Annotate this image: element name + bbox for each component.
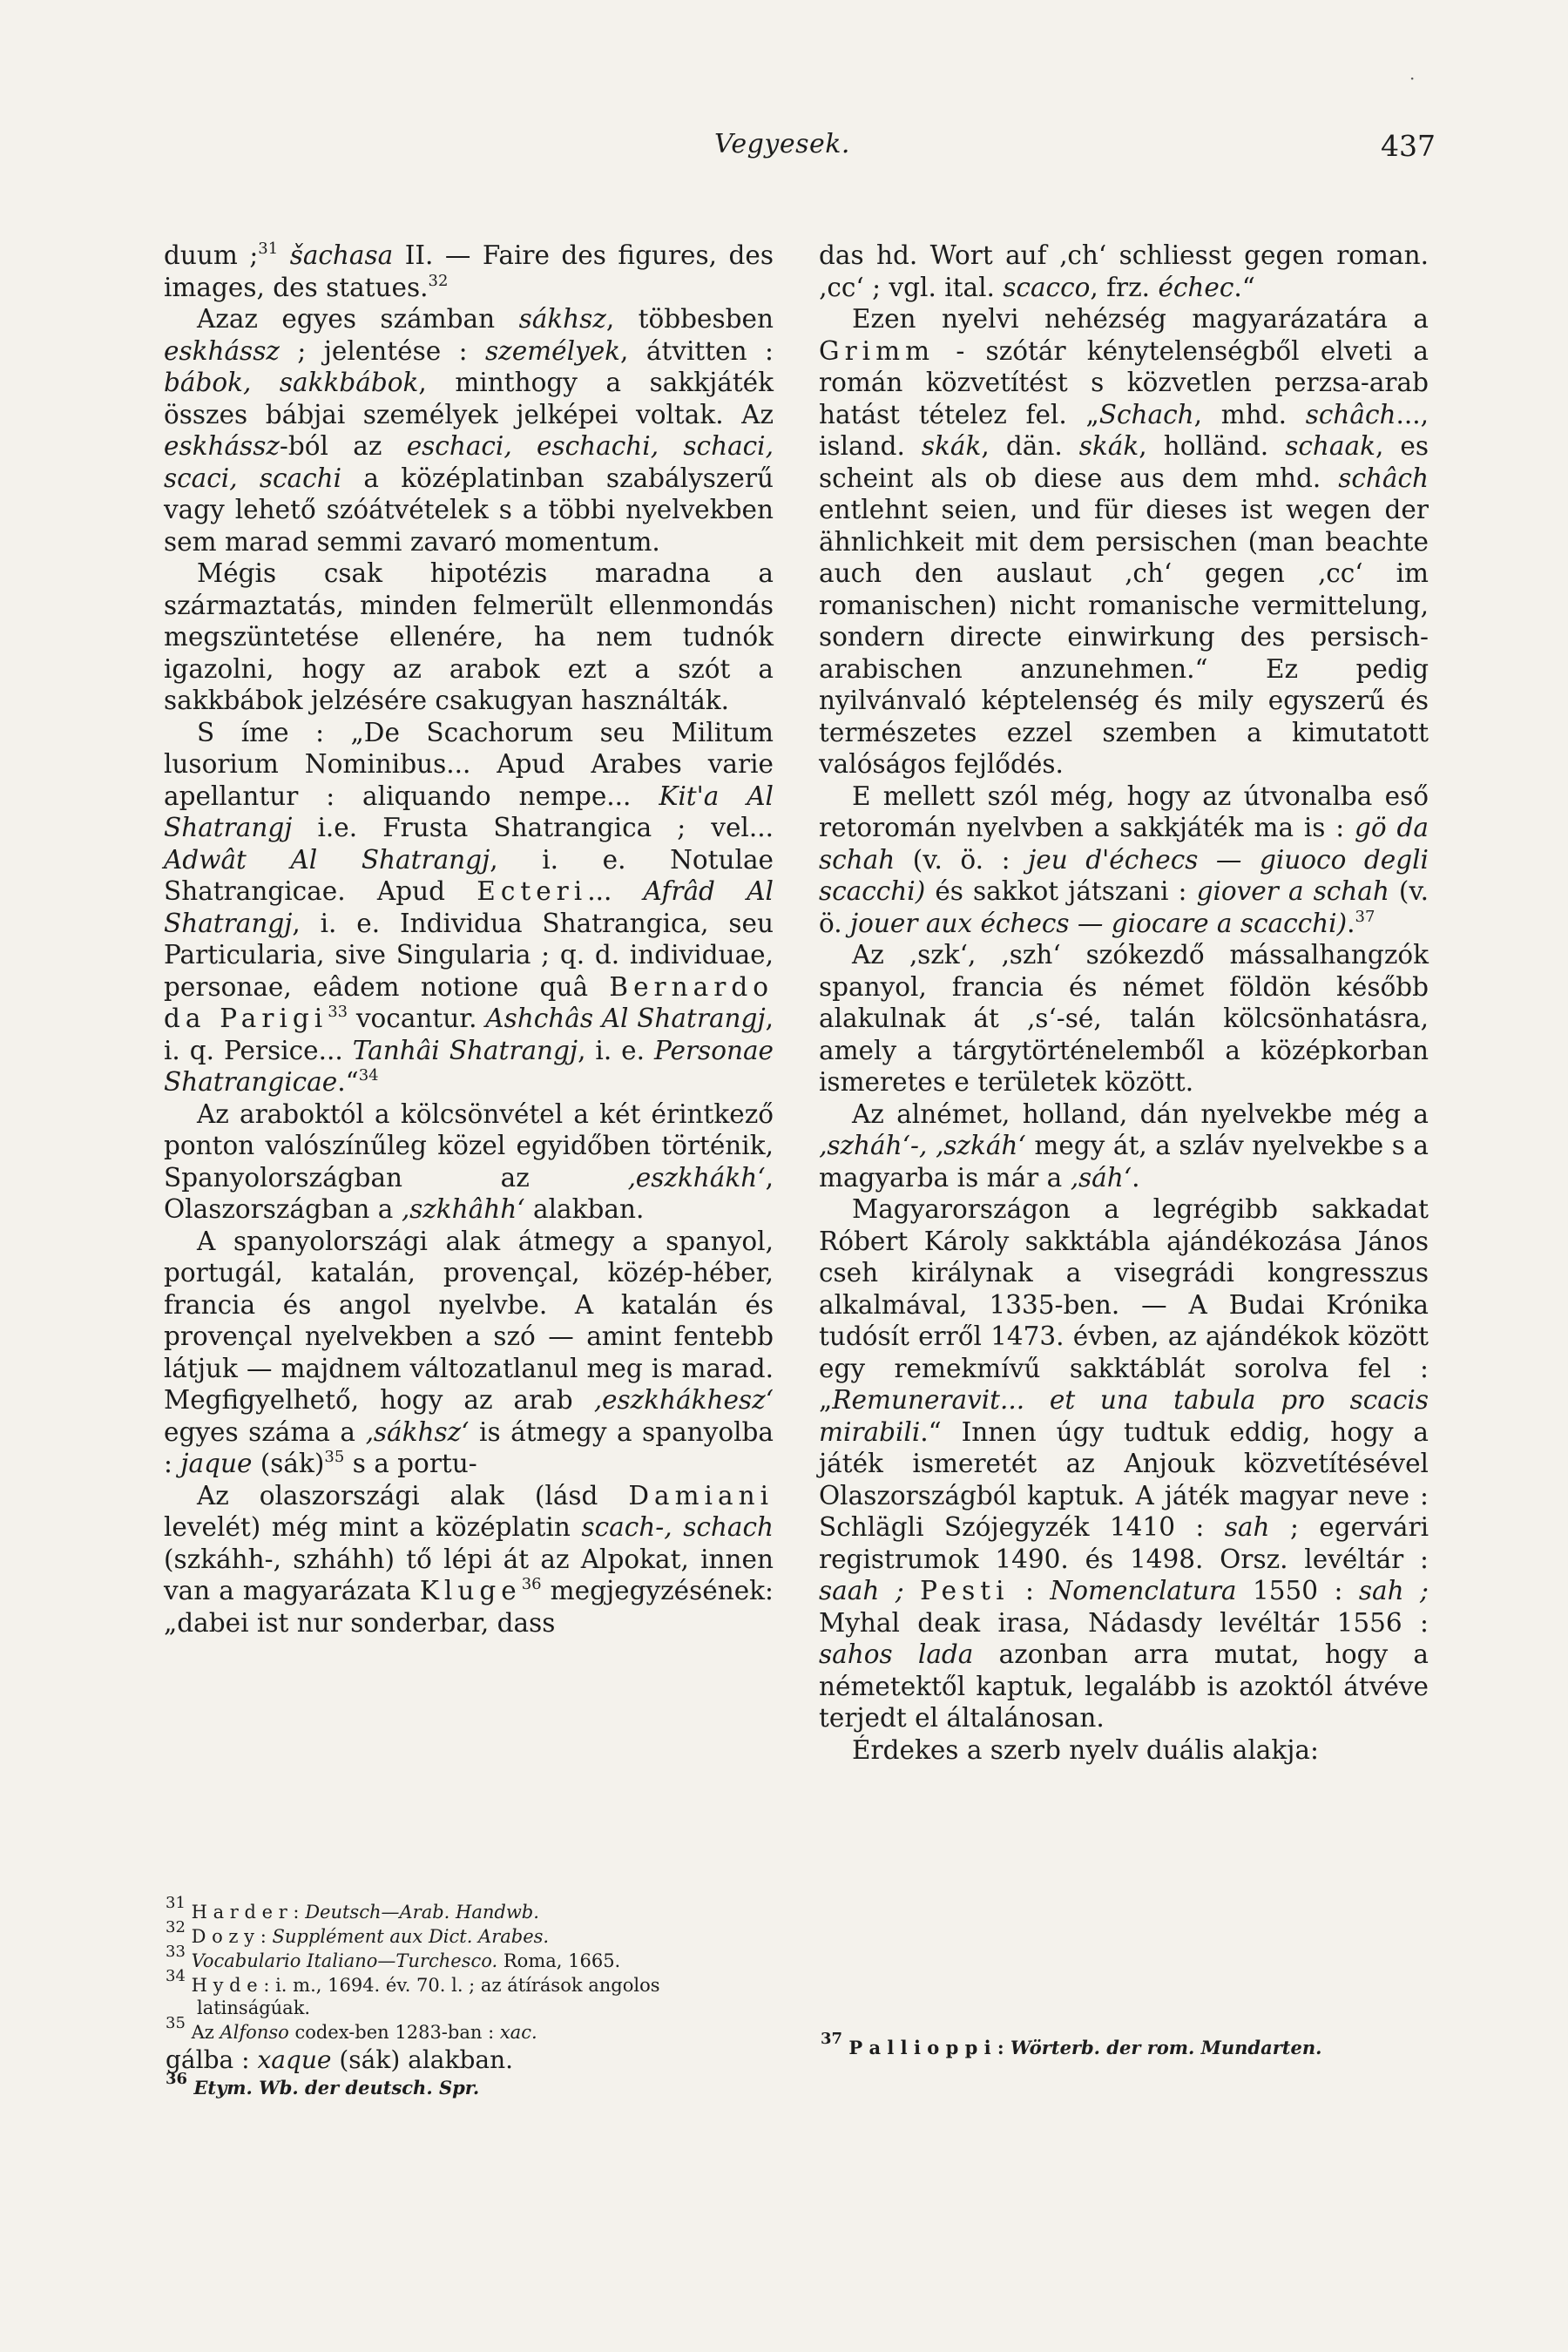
footnote: $^{32}$ D o z y : Supplément aux Dict. Arabes. [166, 1918, 550, 1947]
paragraph: Az ‚szk‘, ‚szh‘ szókezdő mássalhangzók spanyol, francia és német földön később alakulnak át ‚s‘-sé, talán kölcsönhatásra, amely a tárgytörténelemből a középkorban ismeretes e területek között. [819, 940, 1429, 1097]
left-column [164, 240, 774, 1639]
footnote: $^{33}$ Vocabulario Italiano—Turchesco. Roma, 1665. [166, 1943, 621, 1971]
paragraph: Azaz egyes számban sákhsz, többesben eskhássz ; jelentése : személyek, átvitten : bábok, sakkbábok, minthogy a sakkjáték összes bábjai személyek jelképei voltak. Az eskhássz-ból az eschaci, eschachi, schaci, scaci, scachi a középlatinban szabályszerű vagy lehető szóátvételek s a többi nyelvekben sem marad semmi zavaró momentum. [164, 304, 774, 557]
paragraph: A spanyolországi alak átmegy a spanyol, portugál, katalán, provençal, közép-héber, francia és angol nyelvbe. A katalán és provençal nyelvekben a szó — amint fentebb látjuk — majdnem változatlanul meg is marad. Megfigyelhető, hogy az arab ‚eszkhákhesz‘ egyes száma a ‚sákhsz‘ is átmegy a spanyolba : jaque (sák)$^{35}$ s a portu- [164, 1226, 774, 1478]
paragraph: S íme : „De Scachorum seu Militum lusorium Nominibus... Apud Arabes varie apellantur : aliquando nempe... Kit'a Al Shatrangj i.e. Frusta Shatrangica ; vel... Adwât Al Shatrangj, i. e. Notulae Shatrangicae. Apud Ecteri... Afrâd Al Shatrangj, i. e. Individua Shatrangica, seu Particularia, sive Singularia ; q. d. individuae, personae, eâdem notione quâ Bernardo da Parigi$^{33}$ vocantur. Ashchâs Al Shatrangj, i. q. Persice... Tanhâi Shatrangj, i. e. Personae Shatrangicae.“$^{34}$ [164, 717, 774, 1097]
footnote: $^{35}$ Az Alfonso codex-ben 1283-ban : xac. [166, 2014, 537, 2043]
paragraph: Az araboktól a kölcsönvétel a két érintkező ponton valószínűleg közel egyidőben történik, Spanyolországban az ‚eszkhákh‘, Olaszországban a ‚szkhâhh‘ alakban. [164, 1098, 774, 1224]
paragraph: Mégis csak hipotézis maradna a származtatás, minden felmerült ellenmondás megszüntetése ellenére, ha nem tudnók igazolni, hogy az arabok ezt a szót a sakkbábok jelzésére csakugyan használták. [164, 558, 774, 715]
footnote-continuation: gálba : xaque (sák) alakban. [166, 2045, 513, 2074]
footnote: $^{36}$ Etym. Wb. der deutsch. Spr. [166, 2070, 480, 2099]
footnote: $^{31}$ H a r d e r : Deutsch—Arab. Handwb. [166, 1894, 539, 1923]
footnotes-left [166, 1894, 767, 2101]
paragraph: das hd. Wort auf ‚ch‘ schliesst gegen roman. ‚cc‘ ; vgl. ital. scacco, frz. échec.“ [819, 240, 1429, 302]
footnote: $^{34}$ H y d e : i. m., 1694. év. 70. l. ; az átírások angolos latinságúak. [166, 1967, 660, 2018]
paragraph: Az olaszországi alak (lásd Damiani levelét) még mint a középlatin scach-, schach (szkáhh-, szháhh) tő lépi át az Alpokat, innen van a magyarázata Kluge$^{36}$ megjegyzésének: „dabei ist nur sonderbar, dass [164, 1480, 774, 1638]
footnote: $^{37}$ P a l l i o p p i : Wörterb. der rom. Mundarten. [821, 2030, 1322, 2058]
paragraph: Magyarországon a legrégibb sakkadat Róbert Károly sakktábla ajándékozása János cseh királynak a visegrádi kongresszus alkalmával, 1335-ben. — A Budai Krónika tudósít erről 1473. évben, az ajándékok között egy remekmívű sakktáblát sorolva fel : „Remuneravit... et una tabula pro scacis mirabili.“ Innen úgy tudtuk eddig, hogy a játék ismeretét az Anjouk közvetítésével Olaszországból kaptuk. A játék magyar neve : Schlägli Szójegyzék 1410 : sah ; egervári registrumok 1490. és 1498. Orsz. levéltár : saah ; Pesti : Nomenclatura 1550 : sah ; Myhal deak irasa, Nádasdy levéltár 1556 : sahos lada azonban arra mutat, hogy a németektől kaptuk, legalább is azoktól átvéve terjedt el általánosan. [819, 1194, 1429, 1733]
paragraph: duum ;$^{31}$ šachasa II. — Faire des figures, des images, des statues.$^{32}$ [164, 240, 774, 302]
footnotes-right [821, 2030, 1422, 2061]
paragraph: Érdekes a szerb nyelv duális alakja: [852, 1734, 1319, 1765]
page-speck: · [1409, 68, 1416, 89]
paragraph: Ezen nyelvi nehézség magyarázatára a Grimm - szótár kénytelenségből elveti a román közvetítést s közvetlen perzsa-arab hatást tételez fel. „Schach, mhd. schâch..., island. skák, dän. skák, holländ. schaak, es scheint als ob diese aus dem mhd. schâch entlehnt seien, und für dieses ist wegen der ähnlichkeit mit dem persischen (man beachte auch den auslaut ‚ch‘ gegen ‚cc‘ im romanischen) nicht romanische vermittelung, sondern directe einwirkung des persisch-arabischen anzunehmen.“ Ez pedig nyilvánvaló képtelenség és mily egyszerű és természetes ezzel szemben a kimutatott valóságos fejlődés. [819, 304, 1429, 779]
paragraph: Az alnémet, holland, dán nyelvekbe még a ‚szháh‘-, ‚szkáh‘ megy át, a szláv nyelvekbe s a magyarba is már a ‚sáh‘. [819, 1098, 1429, 1193]
right-column [819, 240, 1429, 1766]
running-header-title: Vegyesek. [714, 129, 850, 159]
paragraph: E mellett szól még, hogy az útvonalba eső retoromán nyelvben a sakkjáték ma is : gö da schah (v. ö. : jeu d'échecs — giuoco degli scacchi) és sakkot játszani : giover a schah (v. ö. jouer aux échecs — giocare a scacchi).$^{37}$ [819, 781, 1429, 938]
page-number: 437 [1381, 129, 1436, 163]
